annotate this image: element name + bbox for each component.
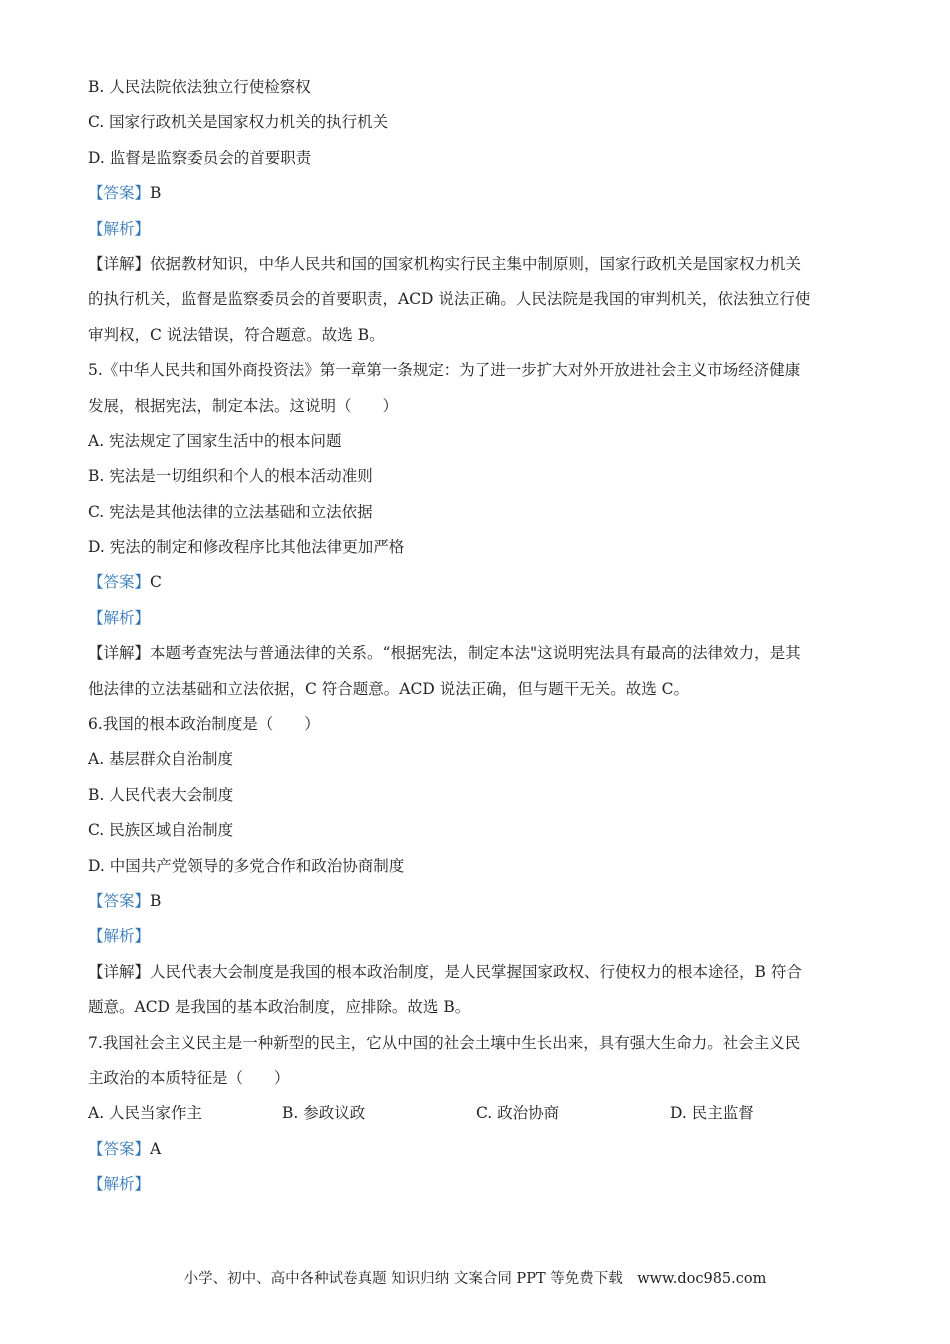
option-b: B. 参政议政 bbox=[282, 1104, 366, 1123]
analysis-line bbox=[88, 919, 868, 954]
option-line: B. 宪法是一切组织和个人的根本活动准则 bbox=[88, 467, 373, 486]
question-stem: 主政治的本质特征是（ ） bbox=[88, 1068, 290, 1087]
question-stem: 5.《中华人民共和国外商投资法》第一章第一条规定：为了进一步扩大对外开放进社会主义市场经济健康 bbox=[88, 361, 801, 380]
option-c: C. 政治协商 bbox=[476, 1104, 560, 1123]
options-row bbox=[88, 1096, 868, 1131]
detail-text: 本题考查宪法与普通法律的关系。“根据宪法，制定本法"这说明宪法具有最高的法律效力，是其 bbox=[150, 644, 801, 663]
option-line: D. 宪法的制定和修改程序比其他法律更加严格 bbox=[88, 538, 405, 557]
question-stem: 6.我国的根本政治制度是（ ） bbox=[88, 715, 320, 734]
option-line: D. 中国共产党领导的多党合作和政治协商制度 bbox=[88, 856, 405, 875]
analysis-line bbox=[88, 212, 868, 247]
analysis-tag: 【解析】 bbox=[88, 219, 151, 238]
answer-tag: 【答案】 bbox=[88, 1139, 151, 1158]
document-body bbox=[88, 70, 868, 1203]
detail-text: 人民代表大会制度是我国的根本政治制度，是人民掌握国家政权、行使权力的根本途径，B 符合 bbox=[150, 962, 802, 981]
analysis-tag: 【解析】 bbox=[88, 608, 151, 627]
detail-tag: 【详解】 bbox=[88, 644, 151, 663]
answer-tag: 【答案】 bbox=[88, 184, 151, 203]
option-line: C. 宪法是其他法律的立法基础和立法依据 bbox=[88, 502, 373, 521]
detail-text: 依据教材知识，中华人民共和国的国家机构实行民主集中制原则，国家行政机关是国家权力机关 bbox=[150, 254, 802, 273]
option-line: C. 国家行政机关是国家权力机关的执行机关 bbox=[88, 113, 389, 132]
detail-tag: 【详解】 bbox=[88, 962, 151, 981]
option-d: D. 民主监督 bbox=[670, 1104, 754, 1123]
option-line: C. 民族区域自治制度 bbox=[88, 821, 234, 840]
question-stem: 发展，根据宪法，制定本法。这说明（ ） bbox=[88, 396, 399, 415]
detail-line bbox=[88, 247, 868, 282]
option-line: B. 人民法院依法独立行使检察权 bbox=[88, 78, 311, 96]
detail-line bbox=[88, 955, 868, 990]
answer-tag: 【答案】 bbox=[88, 891, 151, 910]
detail-line: 题意。ACD 是我国的基本政治制度，应排除。故选 B。 bbox=[88, 998, 471, 1017]
option-line: A. 基层群众自治制度 bbox=[88, 750, 234, 769]
answer-value: A bbox=[150, 1139, 162, 1158]
analysis-tag: 【解析】 bbox=[88, 927, 151, 946]
detail-line: 审判权，C 说法错误，符合题意。故选 B。 bbox=[88, 325, 385, 344]
option-line: B. 人民代表大会制度 bbox=[88, 785, 234, 804]
page-footer: 小学、初中、高中各种试卷真题 知识归纳 文案合同 PPT 等免费下载 www.doc985.com bbox=[183, 1271, 767, 1287]
analysis-line bbox=[88, 601, 868, 636]
detail-line: 的执行机关，监督是监察委员会的首要职责，ACD 说法正确。人民法院是我国的审判机关，依法独立行使 bbox=[88, 290, 811, 309]
detail-tag: 【详解】 bbox=[88, 254, 151, 273]
answer-line bbox=[88, 884, 868, 919]
answer-line bbox=[88, 565, 868, 600]
answer-line bbox=[88, 176, 868, 211]
detail-line bbox=[88, 636, 868, 671]
option-line: A. 宪法规定了国家生活中的根本问题 bbox=[88, 431, 342, 450]
option-a: A. 人民当家作主 bbox=[88, 1104, 203, 1123]
analysis-line bbox=[88, 1167, 868, 1202]
question-stem: 7.我国社会主义民主是一种新型的民主，它从中国的社会土壤中生长出来，具有强大生命力。社会主义民 bbox=[88, 1033, 801, 1052]
detail-line: 他法律的立法基础和立法依据，C 符合题意。ACD 说法正确，但与题干无关。故选 C。 bbox=[88, 679, 689, 698]
answer-line bbox=[88, 1132, 868, 1167]
answer-value: B bbox=[150, 184, 162, 203]
answer-value: C bbox=[150, 573, 162, 592]
analysis-tag: 【解析】 bbox=[88, 1175, 151, 1194]
answer-tag: 【答案】 bbox=[88, 573, 151, 592]
option-line: D. 监督是监察委员会的首要职责 bbox=[88, 148, 312, 167]
answer-value: B bbox=[150, 891, 162, 910]
